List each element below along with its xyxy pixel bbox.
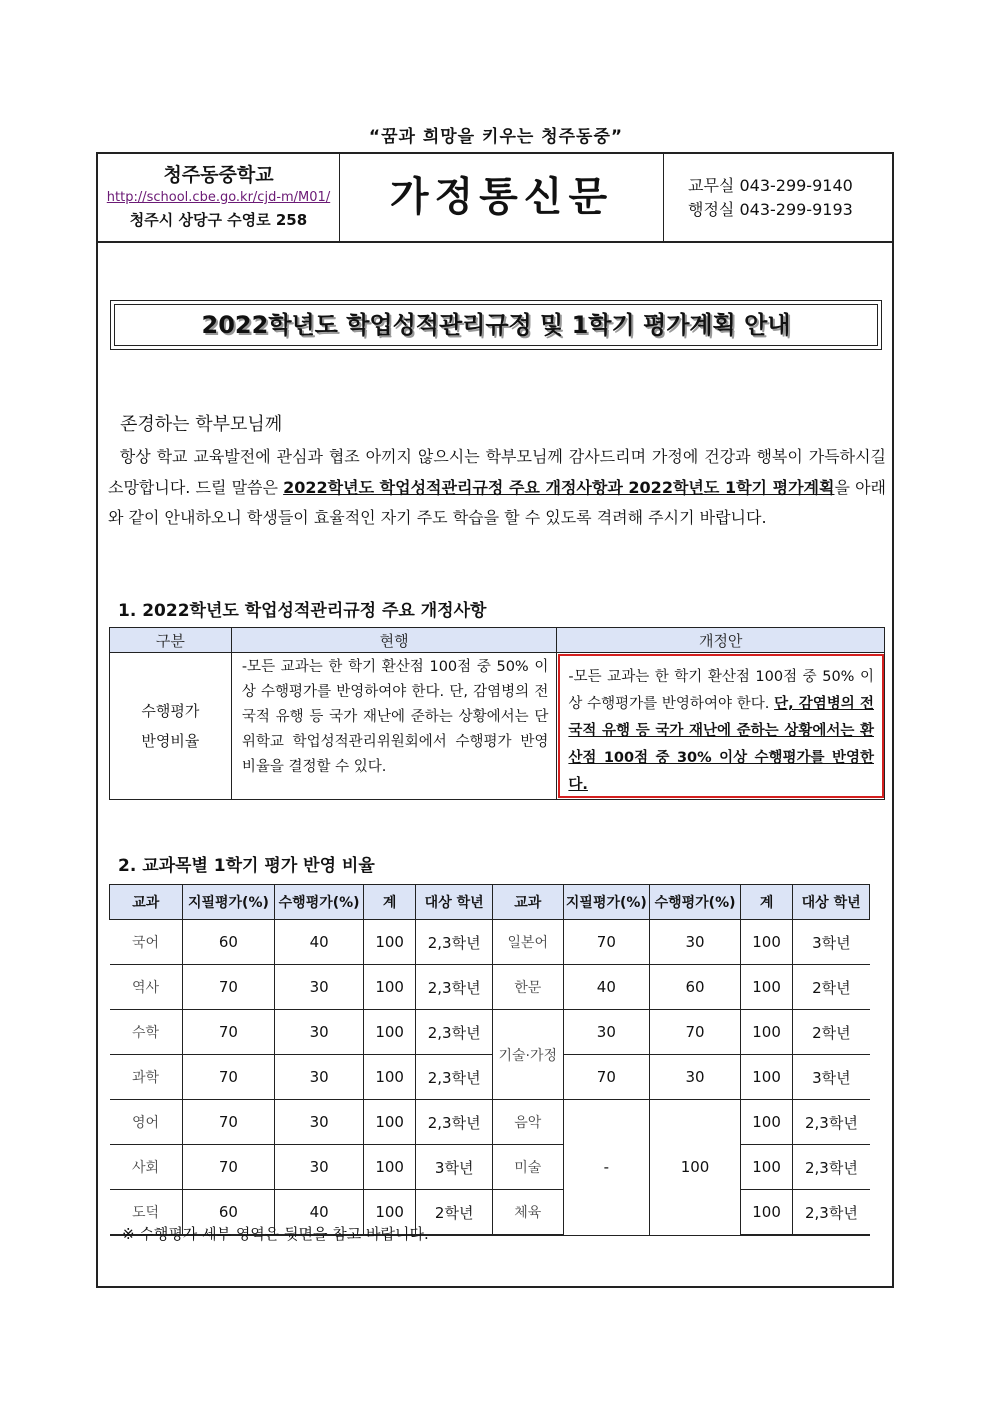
cell-grade: 2,3학년 <box>416 1010 493 1055</box>
table-row <box>110 965 870 1010</box>
cell-subject: 한문 <box>492 965 563 1010</box>
section1-heading: 1. 2022학년도 학업성적관리규정 주요 개정사항 <box>118 601 487 621</box>
cell-written: 70 <box>563 1055 650 1100</box>
category-cell <box>110 653 232 800</box>
cell-performance: 70 <box>650 1010 741 1055</box>
newsletter-frame <box>96 152 894 1288</box>
col-subject-2: 교과 <box>492 885 563 920</box>
cell-total: 100 <box>740 1055 792 1100</box>
cell-grade: 3학년 <box>416 1145 493 1190</box>
cell-total: 100 <box>363 965 415 1010</box>
cell-subject: 도덕 <box>110 1190 183 1236</box>
revised-rule <box>558 654 884 798</box>
cell-performance: 30 <box>275 965 364 1010</box>
cell-subject: 수학 <box>110 1010 183 1055</box>
cell-total: 100 <box>740 1145 792 1190</box>
cell-grade: 2,3학년 <box>416 920 493 965</box>
cell-arts-written: - <box>563 1100 650 1236</box>
cell-subject: 일본어 <box>492 920 563 965</box>
cell-written: 30 <box>563 1010 650 1055</box>
contact-info <box>664 154 892 241</box>
section2-heading: 2. 교과목별 1학기 평가 반영 비율 <box>118 856 375 876</box>
cell-performance: 30 <box>650 1055 741 1100</box>
cell-written: 70 <box>182 1145 275 1190</box>
cell-written: 70 <box>182 1055 275 1100</box>
cell-grade: 2,3학년 <box>793 1100 870 1145</box>
cell-total: 100 <box>740 1100 792 1145</box>
cell-subject: 과학 <box>110 1055 183 1100</box>
cell-subject: 국어 <box>110 920 183 965</box>
cell-written: 70 <box>563 920 650 965</box>
header-current: 현행 <box>231 628 557 653</box>
cell-grade: 2학년 <box>416 1190 493 1236</box>
cell-written: 40 <box>563 965 650 1010</box>
cell-total: 100 <box>740 920 792 965</box>
cell-performance: 40 <box>275 920 364 965</box>
newsletter-header <box>98 154 892 243</box>
school-address: 청주시 상당구 수영로 258 <box>129 211 308 229</box>
footnote: ※ 수행평가 세부 영역은 뒷면을 참고 바랍니다. <box>122 1225 429 1243</box>
category-line1: 수행평가 <box>141 702 200 720</box>
body-part2: 을 아래와 같이 안내하오니 학생들이 효율적인 자기 주도 학습을 할 수 있도록 격려해 주시기 바랍니다. <box>108 477 886 527</box>
table-row <box>110 1100 870 1145</box>
body-underline: 2022학년도 학업성적관리규정 주요 개정사항과 2022학년도 1학기 평가계획 <box>283 477 835 497</box>
cell-total: 100 <box>740 1190 792 1236</box>
cell-grade: 2,3학년 <box>416 1100 493 1145</box>
cell-performance: 30 <box>275 1145 364 1190</box>
cell-arts-performance: 100 <box>650 1100 741 1236</box>
cell-performance: 30 <box>275 1100 364 1145</box>
cell-total: 100 <box>363 1190 415 1236</box>
cell-grade: 2,3학년 <box>416 1055 493 1100</box>
cell-subject: 미술 <box>492 1145 563 1190</box>
col-performance: 수행평가(%) <box>275 885 364 920</box>
document-title: 2022학년도 학업성적관리규정 및 1학기 평가계획 안내 <box>114 304 878 346</box>
cell-grade: 3학년 <box>793 1055 870 1100</box>
cell-written: 60 <box>182 1190 275 1236</box>
cell-subject: 사회 <box>110 1145 183 1190</box>
cell-subject: 체육 <box>492 1190 563 1236</box>
school-url-link[interactable]: http://school.cbe.go.kr/cjd-m/M01/ <box>106 190 331 205</box>
col-total: 계 <box>363 885 415 920</box>
table-row <box>110 1055 870 1100</box>
table-row <box>110 1145 870 1190</box>
body-paragraph <box>108 442 886 534</box>
cell-performance: 60 <box>650 965 741 1010</box>
header-revised: 개정안 <box>557 628 885 653</box>
cell-written: 60 <box>182 920 275 965</box>
cell-total: 100 <box>363 1145 415 1190</box>
newsletter-title: 가정통신문 <box>340 154 664 241</box>
cell-written: 70 <box>182 1010 275 1055</box>
cell-grade: 2,3학년 <box>416 965 493 1010</box>
col-grade-2: 대상 학년 <box>793 885 870 920</box>
col-performance-2: 수행평가(%) <box>650 885 741 920</box>
cell-subject: 역사 <box>110 965 183 1010</box>
school-name: 청주동중학교 <box>163 164 274 186</box>
school-motto: “꿈과 희망을 키우는 청주동중” <box>368 127 624 147</box>
table-row <box>110 1010 870 1055</box>
header-category: 구분 <box>110 628 232 653</box>
col-written: 지필평가(%) <box>182 885 275 920</box>
table-row <box>110 920 870 965</box>
cell-subject: 영어 <box>110 1100 183 1145</box>
regulation-table <box>109 627 885 800</box>
cell-performance: 30 <box>275 1055 364 1100</box>
contact-office2: 행정실 043-299-9193 <box>688 200 853 219</box>
body-part1: 항상 학교 교육발전에 관심과 협조 아끼지 않으시는 학부모님께 감사드리며 가정에 건강과 행복이 가득하시길 소망합니다. 드릴 말씀은 <box>108 447 886 497</box>
cell-subject-tech: 기술·가정 <box>492 1010 563 1100</box>
table-header-row <box>110 885 870 920</box>
col-grade: 대상 학년 <box>416 885 493 920</box>
cell-written: 70 <box>182 1100 275 1145</box>
school-info <box>98 154 340 241</box>
revised-bold: 단, 감염병의 전국적 유행 등 국가 재난에 준하는 상황에서는 환산점 100점 중 30% 이상 수행평가를 반영한다. <box>568 696 874 793</box>
greeting: 존경하는 학부모님께 <box>120 414 283 435</box>
cell-grade: 2학년 <box>793 1010 870 1055</box>
col-subject: 교과 <box>110 885 183 920</box>
col-total-2: 계 <box>740 885 792 920</box>
cell-total: 100 <box>363 1055 415 1100</box>
cell-total: 100 <box>740 1010 792 1055</box>
cell-grade: 3학년 <box>793 920 870 965</box>
cell-total: 100 <box>363 1100 415 1145</box>
cell-total: 100 <box>363 920 415 965</box>
cell-total: 100 <box>740 965 792 1010</box>
current-rule: -모든 교과는 한 학기 환산점 100점 중 50% 이상 수행평가를 반영하여야 한다. 단, 감염병의 전국적 유행 등 국가 재난에 준하는 상황에서는 단위학교 학업성적관리위원회에서 수행평가 반영비율을 결정할 수 있다. <box>231 653 557 800</box>
contact-office1: 교무실 043-299-9140 <box>688 176 853 195</box>
cell-performance: 40 <box>275 1190 364 1236</box>
cell-performance: 30 <box>650 920 741 965</box>
document-title-box <box>110 300 882 350</box>
cell-performance: 30 <box>275 1010 364 1055</box>
cell-grade: 2학년 <box>793 965 870 1010</box>
revised-rule-cell <box>557 653 885 800</box>
cell-grade: 2,3학년 <box>793 1190 870 1236</box>
evaluation-ratio-table <box>109 884 870 1236</box>
cell-subject: 음악 <box>492 1100 563 1145</box>
revised-plain: -모든 교과는 한 학기 환산점 100점 중 50% 이상 수행평가를 반영하여야 한다. <box>568 669 874 712</box>
category-line2: 반영비율 <box>141 732 200 750</box>
cell-grade: 2,3학년 <box>793 1145 870 1190</box>
cell-total: 100 <box>363 1010 415 1055</box>
cell-written: 70 <box>182 965 275 1010</box>
col-written-2: 지필평가(%) <box>563 885 650 920</box>
